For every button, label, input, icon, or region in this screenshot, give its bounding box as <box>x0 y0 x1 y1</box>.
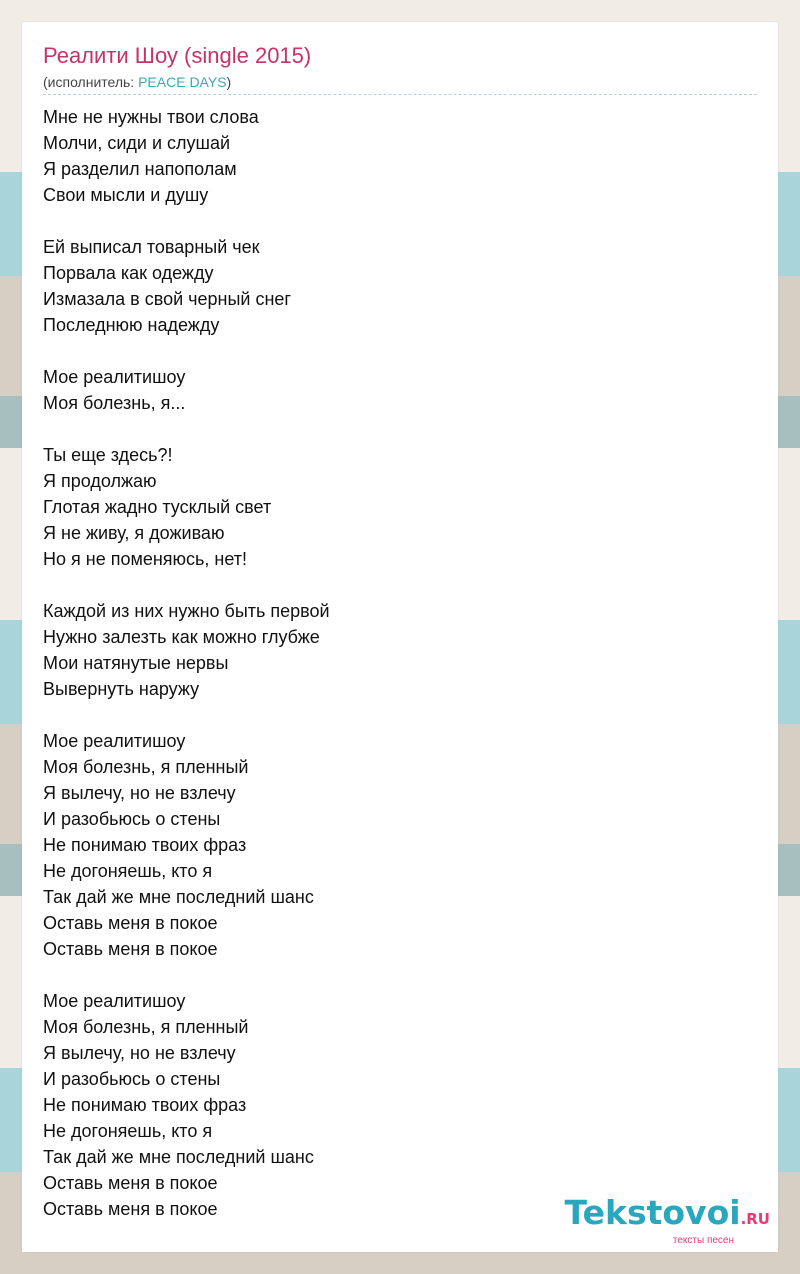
lyric-line: Не догоняешь, кто я <box>43 1121 213 1141</box>
lyric-line: И разобьюсь о стены <box>43 809 221 829</box>
lyric-line: Моя болезнь, я... <box>43 393 186 413</box>
lyric-line: Так дай же мне последний шанс <box>43 1147 314 1167</box>
lyric-line: Я вылечу, но не взлечу <box>43 783 236 803</box>
lyric-blank-line <box>43 962 743 988</box>
artist-link[interactable]: PEACE DAYS <box>138 74 227 90</box>
logo-tagline: тексты песен <box>672 1235 734 1246</box>
lyric-blank-line <box>43 416 743 442</box>
lyric-line: Я разделил напополам <box>43 159 237 179</box>
logo-wordmark <box>564 1193 770 1236</box>
lyric-blank-line <box>43 338 743 364</box>
artist-line <box>43 73 231 91</box>
lyric-line: Я не живу, я доживаю <box>43 523 225 543</box>
lyric-line: Нужно залезть как можно глубже <box>43 627 320 647</box>
lyric-line: Я продолжаю <box>43 471 157 491</box>
lyric-line: Моя болезнь, я пленный <box>43 1017 249 1037</box>
lyric-blank-line <box>43 702 743 728</box>
lyric-line: Не понимаю твоих фраз <box>43 1095 247 1115</box>
lyric-line: Порвала как одежду <box>43 263 214 283</box>
lyric-blank-line <box>43 572 743 598</box>
site-logo[interactable] <box>564 1193 770 1246</box>
lyric-line: Оставь меня в покое <box>43 1173 218 1193</box>
song-title: Реалити Шоу (single 2015) <box>43 43 312 68</box>
lyric-line: Мое реалитишоу <box>43 991 186 1011</box>
lyric-line: Не догоняешь, кто я <box>43 861 213 881</box>
title-divider <box>43 94 757 95</box>
lyric-line: Каждой из них нужно быть первой <box>43 601 330 621</box>
lyric-line: Не понимаю твоих фраз <box>43 835 247 855</box>
artist-suffix: ) <box>226 74 232 90</box>
logo-name: Tekstovoi <box>564 1193 741 1232</box>
lyrics-text <box>43 104 743 1222</box>
lyric-line: Измазала в свой черный снег <box>43 289 291 309</box>
lyric-blank-line <box>43 208 743 234</box>
lyric-line: Вывернуть наружу <box>43 679 200 699</box>
lyric-line: Мне не нужны твои слова <box>43 107 259 127</box>
lyric-line: Оставь меня в покое <box>43 1199 218 1219</box>
lyric-line: Так дай же мне последний шанс <box>43 887 314 907</box>
lyric-line: Последнюю надежду <box>43 315 220 335</box>
lyric-line: Оставь меня в покое <box>43 939 218 959</box>
lyric-line: Мое реалитишоу <box>43 367 186 387</box>
artist-prefix: (исполнитель: <box>43 74 139 90</box>
lyric-line: Мое реалитишоу <box>43 731 186 751</box>
lyrics-card <box>22 22 778 1252</box>
logo-tld: .RU <box>740 1210 770 1228</box>
lyric-line: Ей выписал товарный чек <box>43 237 260 257</box>
lyric-line: Моя болезнь, я пленный <box>43 757 249 777</box>
lyric-line: Но я не поменяюсь, нет! <box>43 549 248 569</box>
lyric-line: Ты еще здесь?! <box>43 445 173 465</box>
lyric-line: Я вылечу, но не взлечу <box>43 1043 236 1063</box>
lyric-line: Свои мысли и душу <box>43 185 209 205</box>
lyric-line: Глотая жадно тусклый свет <box>43 497 272 517</box>
lyric-line: Оставь меня в покое <box>43 913 218 933</box>
lyric-line: Молчи, сиди и слушай <box>43 133 231 153</box>
lyric-line: Мои натянутые нервы <box>43 653 229 673</box>
lyric-line: И разобьюсь о стены <box>43 1069 221 1089</box>
